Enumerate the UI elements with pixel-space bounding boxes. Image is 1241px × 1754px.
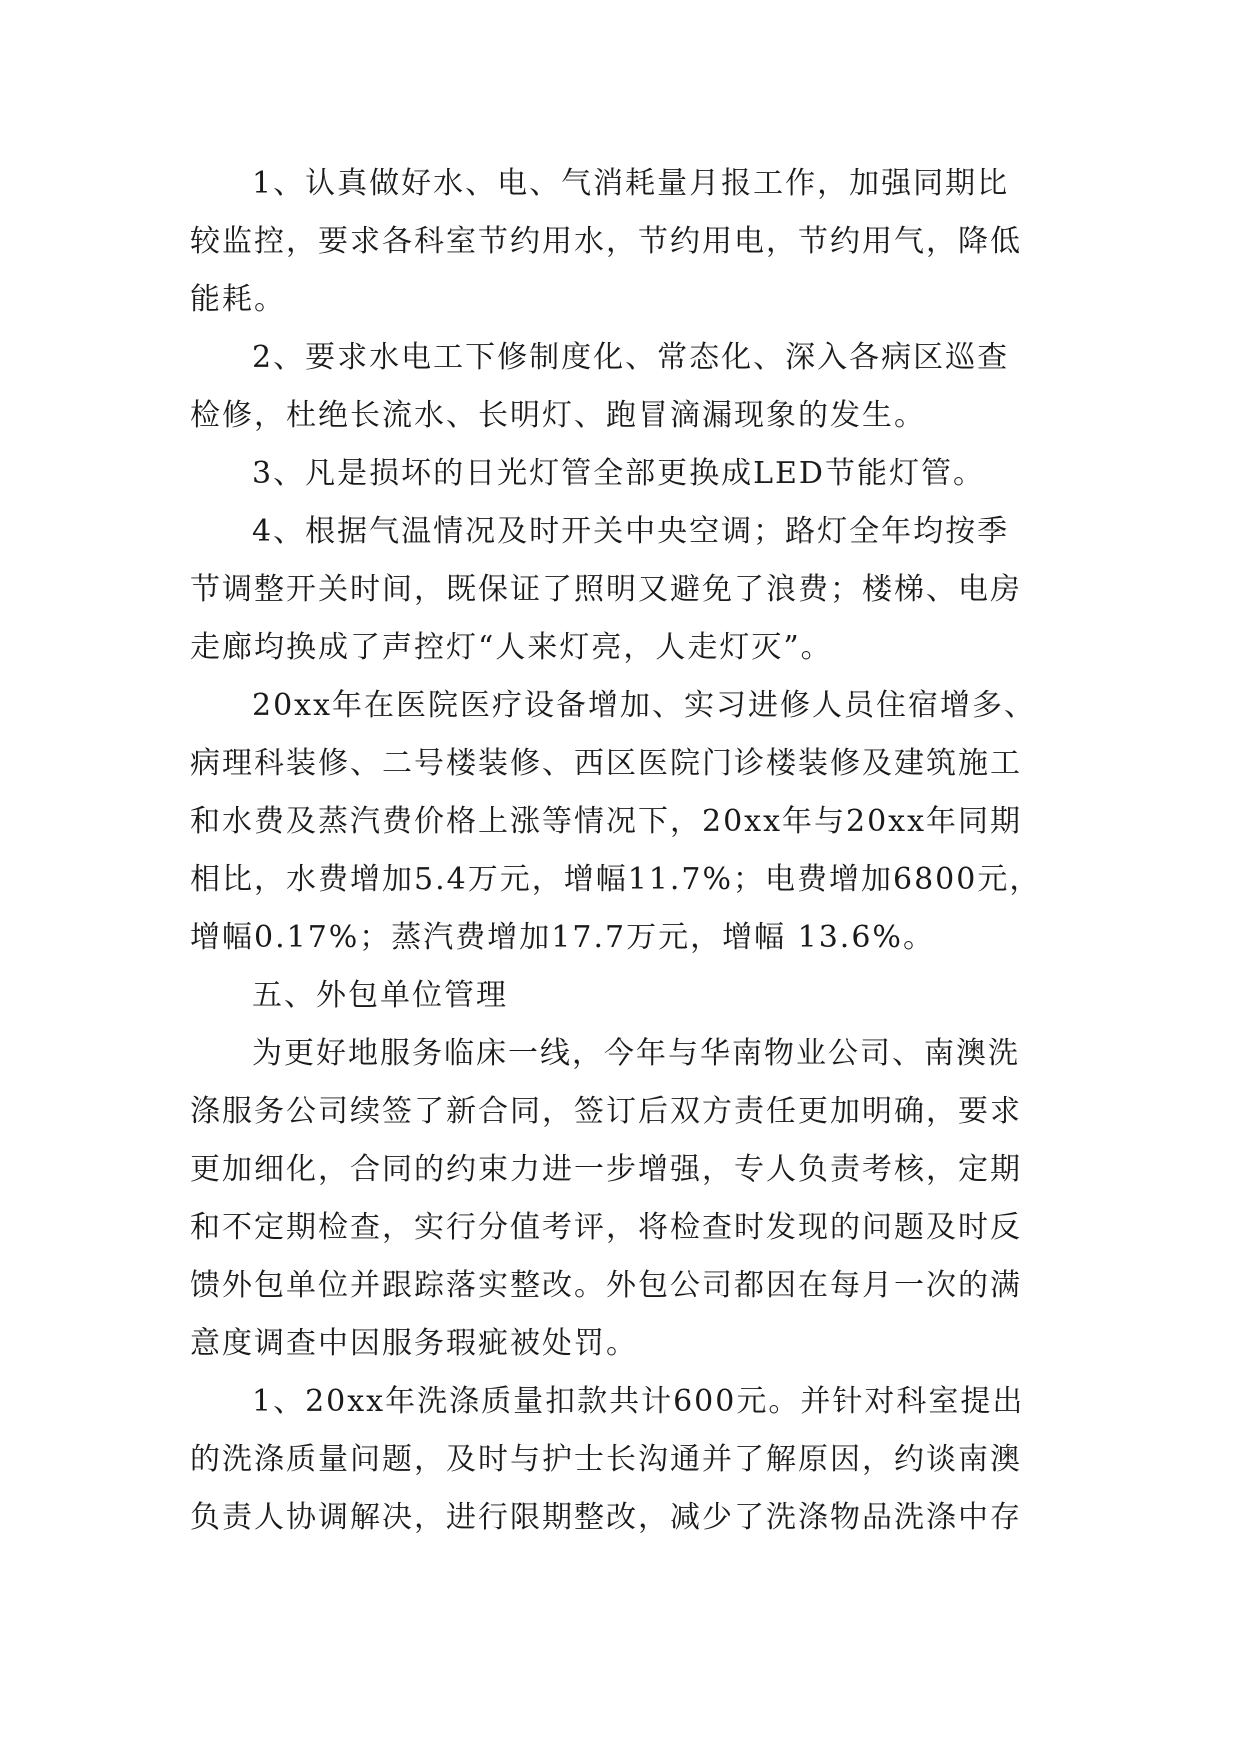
text-line: 能耗。 [190,282,286,317]
text-line: 1、认真做好水、电、气消耗量月报工作，加强同期比 [252,166,1010,201]
text-line: 更加细化，合同的约束力进一步增强，专人负责考核，定期 [190,1152,1022,1187]
text-line: 意度调查中因服务瑕疵被处罚。 [190,1326,638,1361]
text-line: 和水费及蒸汽费价格上涨等情况下，20xx年与20xx年同期 [190,804,1023,839]
text-line: 检修，杜绝长流水、长明灯、跑冒滴漏现象的发生。 [190,398,926,433]
text-line: 涤服务公司续签了新合同，签订后双方责任更加明确，要求 [190,1094,1022,1129]
text-line: 的洗涤质量问题，及时与护士长沟通并了解原因，约谈南澳 [190,1442,1022,1477]
text-line: 走廊均换成了声控灯“人来灯亮，人走灯灭”。 [190,630,833,665]
text-line: 4、根据气温情况及时开关中央空调；路灯全年均按季 [252,514,1010,549]
text-line: 节调整开关时间，既保证了照明又避免了浪费；楼梯、电房 [190,572,1022,607]
section-heading: 五、外包单位管理 [252,978,508,1013]
text-line: 病理科装修、二号楼装修、西区医院门诊楼装修及建筑施工 [190,746,1022,781]
text-line: 3、凡是损坏的日光灯管全部更换成LED节能灯管。 [252,456,985,491]
text-line: 馈外包单位并跟踪落实整改。外包公司都因在每月一次的满 [190,1268,1022,1303]
text-line: 负责人协调解决，进行限期整改，减少了洗涤物品洗涤中存 [190,1500,1022,1535]
text-line: 2、要求水电工下修制度化、常态化、深入各病区巡查 [252,340,1010,375]
document-body [190,155,1050,1547]
text-line: 为更好地服务临床一线，今年与华南物业公司、南澳洗 [252,1036,1020,1071]
text-line: 1、20xx年洗涤质量扣款共计600元。并针对科室提出 [252,1384,1025,1419]
text-line: 20xx年在医院医疗设备增加、实习进修人员住宿增多、 [252,688,1037,723]
text-line: 增幅0.17%；蒸汽费增加17.7万元，增幅 13.6%。 [190,920,935,955]
text-line: 和不定期检查，实行分值考评，将检查时发现的问题及时反 [190,1210,1022,1245]
text-line: 较监控，要求各科室节约用水，节约用电，节约用气，降低 [190,224,1022,259]
text-line: 相比，水费增加5.4万元，增幅11.7%；电费增加6800元， [190,862,1042,897]
